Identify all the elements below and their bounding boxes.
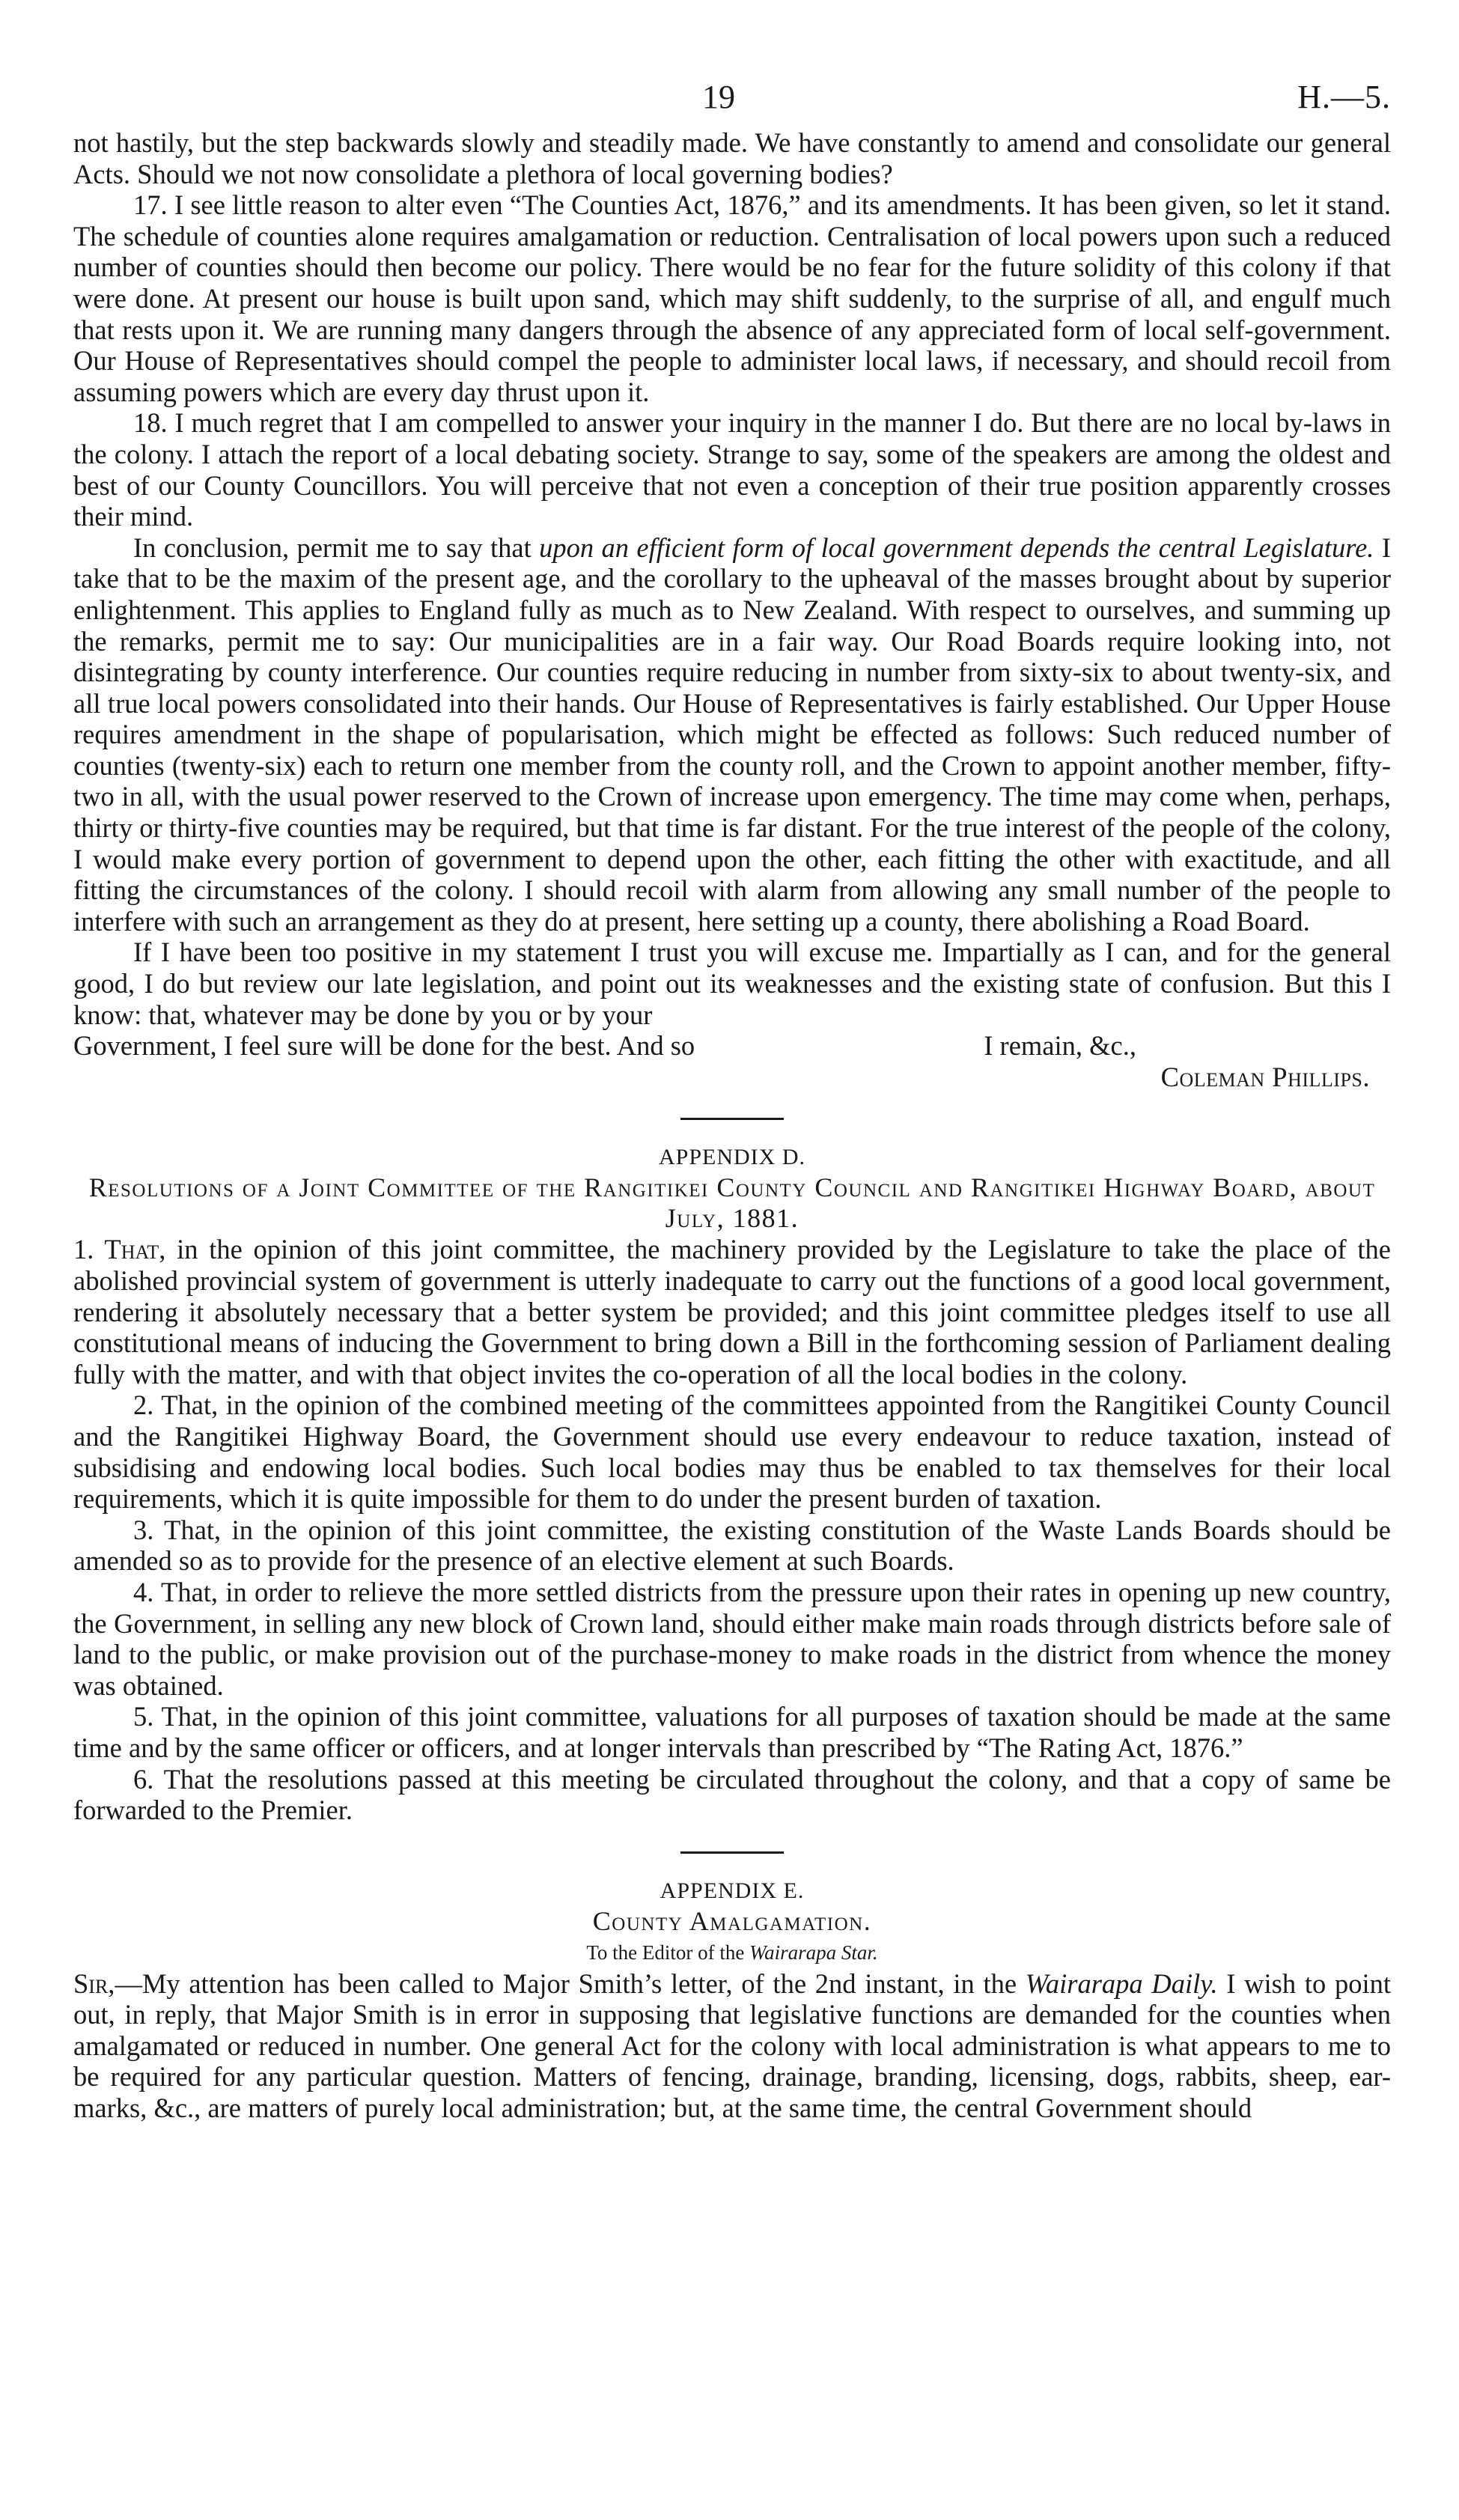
document-reference: H.—5.	[1297, 79, 1391, 115]
appendix-e-heading: County Amalgamation.	[592, 1905, 872, 1936]
paragraph-conclusion	[73, 532, 1391, 937]
resolution-4: 4. That, in order to relieve the more settled districts from the pressure upon their rates in opening up new country, the Government, in selling any new block of Crown land, should either make main roads through districts before sale of land to the public, or make provision out of the purchase-money to make roads in the district from whence the money was obtained.	[73, 1576, 1391, 1701]
appendix-e	[73, 1876, 1391, 2124]
conclusion-emphasis: upon an efficient form of local government depends the central Legislature.	[539, 532, 1374, 563]
letter-text-rest: I wish to point out, in reply, that Major Smith is in error in supposing that legislative functions are demanded for the counties when amalgamated or reduced in number. One general Act for the colony with local administration is what appears to me to be required for any particular question. Matters of fencing, drainage, branding, licensing, dogs, rabbits, sheep, ear-marks, &c., are matters of purely local administration; but, at the same time, the central Government should	[73, 1967, 1391, 2124]
appendix-d	[73, 1142, 1391, 1825]
valediction: I remain, &c.,	[984, 1030, 1136, 1062]
paragraph-closing: If I have been too positive in my statement I trust you will excuse me. Impartially as I can, and for the general good, I do but review our late legislation, and point out its weaknesses and the existing state of confusion. But this I know: that, whatever may be done by you or by your	[73, 937, 1391, 1030]
appendix-d-title: APPENDIX D.	[658, 1145, 805, 1170]
resolution-5: 5. That, in the opinion of this joint committee, valuations for all purposes of taxation should be made at the same time and by the same officer or officers, and at longer intervals than prescribed by “The Rating Act, 1876.”	[73, 1701, 1391, 1763]
conclusion-text-start: In conclusion, permit me to say that	[133, 532, 540, 563]
resolution-2: 2. That, in the opinion of the combined meeting of the committees appointed from the Rangitikei County Council and the Rangitikei Highway Board, the Government should use every endeavour to reduce taxation, instead of subsidising and endowing local bodies. Such local bodies may thus be enabled to tax themselves for their local requirements, which it is quite impossible for them to do under the present burden of taxation.	[73, 1390, 1391, 1515]
resolution-1-text: in the opinion of this joint committee, the machinery provided by the Legislature to take the place of the abolished provincial system of government is utterly inadequate to carry out the functions of a good local government, rendering it absolutely necessary that a better system be provided; and this joint committee pledges itself to use all constitutional means of inducing the Government to bring down a Bill in the forthcoming session of Parliament dealing fully with the matter, and with that object invites the co-operation of all the local bodies in the colony.	[73, 1234, 1391, 1390]
signature: Coleman Phillips.	[1160, 1061, 1370, 1092]
letter-text-start: —My attention has been called to Major Smith’s letter, of the 2nd instant, in the	[115, 1967, 1026, 1999]
paragraph-17: 17. I see little reason to alter even “The Counties Act, 1876,” and its amendments. It has been given, so let it stand. The schedule of counties alone requires amalgamation or reduction. Centralisation of local powers upon such a reduced number of counties should then become our policy. There would be no fear for the future solidity of this colony if that were done. At present our house is built upon sand, which may shift suddenly, to the surprise of all, and engulf much that rests upon it. We are running many dangers through the absence of any appreciated form of local self-government. Our House of Representatives should compel the people to administer local laws, if necessary, and should recoil from assuming powers which are every day thrust upon it.	[73, 189, 1391, 407]
newspaper-name: Wairarapa Star.	[749, 1941, 878, 1964]
paragraph-continued: not hastily, but the step backwards slowly and steadily made. We have constantly to amend and consolidate our general Acts. Should we not now consolidate a plethora of local governing bodies?	[73, 127, 1391, 189]
section-divider	[680, 1118, 784, 1120]
resolution-6: 6. That the resolutions passed at this meeting be circulated throughout the colony, and that a copy of same be forwarded to the Premier.	[73, 1763, 1391, 1826]
conclusion-text-rest: I take that to be the maxim of the present age, and the corollary to the upheaval of the masses brought about by superior enlightenment. This applies to England fully as much as to New Zealand. With respect to ourselves, and summing up the remarks, permit me to say: Our municipalities are in a fair way. Our Road Boards require looking into, not disintegrating by county interference. Our counties require reducing in number from sixty-six to about twenty-six, and all true local powers consolidated into their hands. Our House of Representatives is fairly established. Our Upper House requires amendment in the shape of popularisation, which might be effected as follows: Such reduced number of counties (twenty-six) each to return one member from the county roll, and the Crown to appoint another member, fifty-two in all, with the usual power reserved to the Crown of increase upon emergency. The time may come when, perhaps, thirty or thirty-five counties may be required, but that time is far distant. For the true interest of the people of the colony, I would make every portion of government to depend upon the other, each fitting the other with exactitude, and all fitting the circumstances of the colony. I should recoil with alarm from allowing any small number of the people to interfere with such an arrangement as they do at present, here setting up a county, there abolishing a Road Board.	[73, 532, 1391, 937]
letter-continuation	[73, 127, 1391, 1092]
appendix-e-title: APPENDIX E.	[660, 1878, 805, 1903]
document-page	[73, 75, 1391, 2124]
resolution-3: 3. That, in the opinion of this joint committee, the existing constitution of the Waste Lands Boards should be amended so as to provide for the presence of an elective element at such Boards.	[73, 1514, 1391, 1577]
editor-address	[73, 1938, 1391, 1967]
paragraph-18: 18. I much regret that I am compelled to answer your inquiry in the manner I do. But there are no local by-laws in the colony. I attach the report of a local debating society. Strange to say, some of the speakers are among the oldest and best of our County Councillors. You will perceive that not even a conception of their true position apparently crosses their mind.	[73, 407, 1391, 532]
closing-line-text: Government, I feel sure will be done for the best. And so	[73, 1030, 695, 1062]
section-divider	[680, 1851, 784, 1854]
resolution-1	[73, 1234, 1391, 1390]
letter-newspaper: Wairarapa Daily.	[1025, 1967, 1218, 1999]
resolution-1-lead: 1. That,	[73, 1234, 166, 1265]
page-header	[73, 75, 1391, 127]
letter-paragraph	[73, 1968, 1391, 2124]
page-number: 19	[702, 79, 735, 115]
closing-line	[73, 1030, 1391, 1062]
letter-salutation: Sir,	[73, 1967, 115, 1999]
appendix-d-heading: Resolutions of a Joint Committee of the Rangitikei County Council and Rangitikei Highway Board, about July, 1881.	[88, 1172, 1376, 1234]
editor-prefix: To the Editor of the	[586, 1941, 750, 1964]
